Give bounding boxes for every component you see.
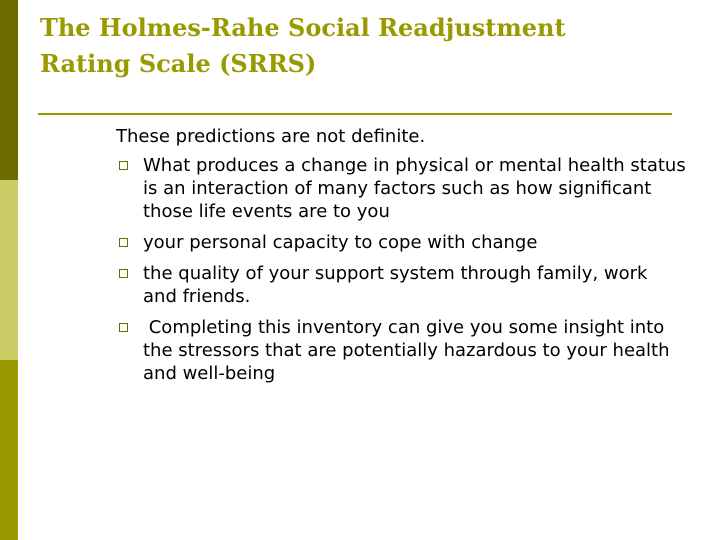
bullet-text: your personal capacity to cope with change	[143, 232, 538, 253]
bullet-list	[116, 154, 692, 385]
slide-title-line-1: The Holmes-Rahe Social Readjustment	[40, 13, 566, 42]
side-accent-bar-bottom	[0, 360, 18, 540]
hollow-square-bullet-icon	[119, 269, 128, 278]
list-item	[116, 154, 692, 223]
side-accent-bar-top	[0, 0, 18, 180]
bullet-text: the quality of your support system through family, work and friends.	[143, 263, 654, 307]
list-item	[116, 262, 686, 308]
hollow-square-bullet-icon	[119, 161, 128, 170]
side-accent-bar-middle	[0, 180, 18, 360]
hollow-square-bullet-icon	[119, 238, 128, 247]
slide-title-line-2: Rating Scale (SRRS)	[40, 49, 317, 78]
list-item	[116, 316, 686, 385]
bullet-text: What produces a change in physical or mental health status is an interaction of many factors such as how significant those life events are to you	[143, 155, 692, 222]
slide-title	[40, 10, 680, 82]
intro-text: These predictions are not definite.	[116, 126, 426, 147]
title-divider	[38, 113, 672, 115]
list-item	[116, 231, 686, 254]
hollow-square-bullet-icon	[119, 323, 128, 332]
slide-body	[116, 125, 692, 393]
bullet-text: Completing this inventory can give you some insight into the stressors that are potentially hazardous to your health and well-being	[143, 317, 676, 384]
